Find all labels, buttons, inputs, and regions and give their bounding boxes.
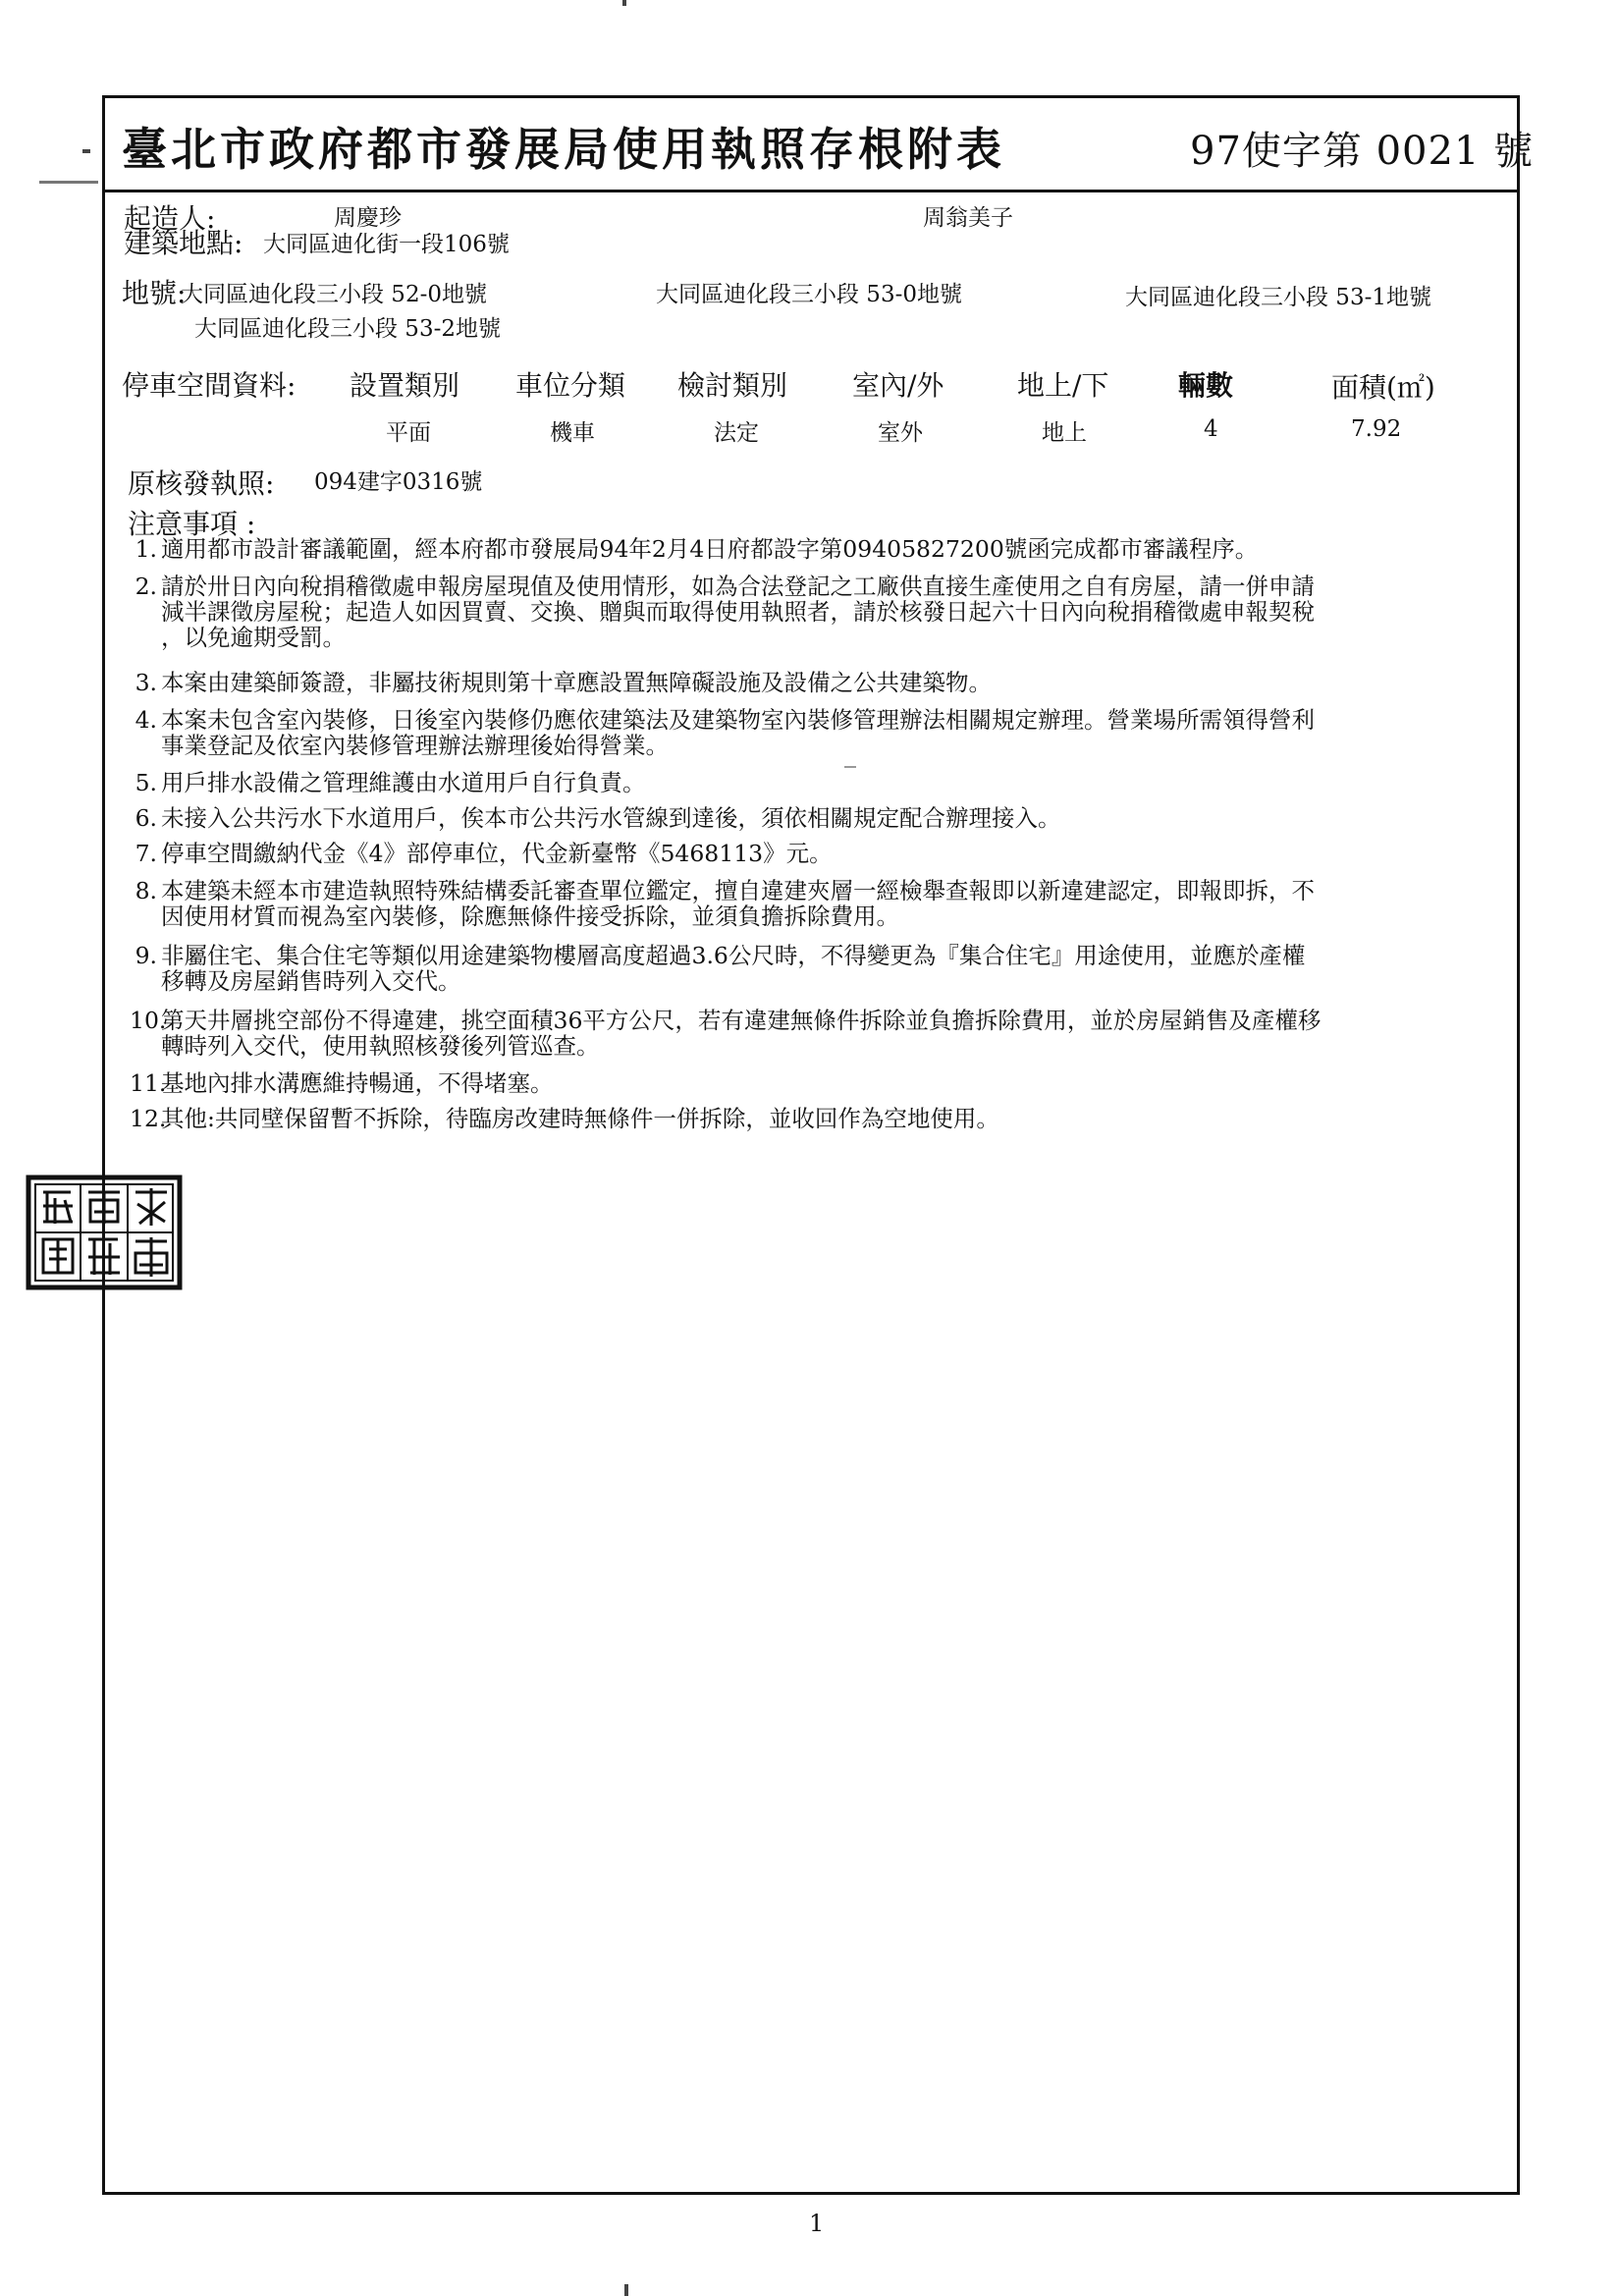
site-address: 大同區迪化街一段106號 — [263, 232, 510, 257]
builder-name-1: 周慶珍 — [334, 205, 402, 231]
parking-cell-class: 機車 — [550, 420, 595, 446]
notes-heading: 注意事項 : — [128, 508, 256, 540]
note-number: 7. — [135, 840, 157, 867]
note-line: 請於卅日內向稅捐稽徵處申報房屋現值及使用情形，如為合法登記之工廠供直接生產使用之自有房屋，請一併申請 — [161, 573, 1315, 600]
note-item — [130, 1008, 1321, 1033]
note-number: 1. — [135, 535, 157, 563]
parking-header-type: 設置類別 — [350, 369, 460, 402]
note-line: 本案由建築師簽證，非屬技術規則第十章應設置無障礙設施及設備之公共建築物。 — [161, 669, 992, 696]
note-number: 5. — [135, 769, 157, 796]
note-line: 其他:共同壁保留暫不拆除，待臨房改建時無條件一併拆除，並收回作為空地使用。 — [161, 1105, 999, 1132]
scan-speck — [82, 149, 90, 153]
parking-cell-type: 平面 — [386, 420, 431, 446]
parking-cell-review: 法定 — [714, 420, 759, 446]
note-line: 減半課徵房屋稅；起造人如因買賣、交換、贈與而取得使用執照者，請於核發日起六十日內向稅捐稽徵處申報契稅 — [161, 598, 1315, 626]
note-line: 本建築未經本市建造執照特殊結構委託審查單位鑑定，擅自違建夾層一經檢舉查報即以新違建認定，即報即拆，不 — [161, 877, 1315, 904]
note-item — [130, 943, 1305, 968]
parking-cell-area: 7.92 — [1351, 416, 1402, 442]
lot-item: 大同區迪化段三小段 53-1地號 — [1125, 285, 1431, 310]
parking-header-review: 檢討類別 — [677, 369, 788, 402]
note-item — [130, 670, 992, 695]
note-line: 基地內排水溝應維持暢通，不得堵塞。 — [161, 1069, 554, 1097]
lot-item: 大同區迪化段三小段 52-0地號 — [181, 282, 487, 307]
note-item — [130, 1070, 554, 1096]
note-line: 非屬住宅、集合住宅等類似用途建築物樓層高度超過3.6公尺時，不得變更為『集合住宅』用途使用，並應於產權 — [161, 942, 1306, 969]
note-number: 2. — [135, 573, 157, 600]
lots-label: 地號: — [122, 277, 187, 309]
parking-header-in-out: 室內/外 — [852, 369, 944, 402]
note-number: 9. — [135, 942, 157, 969]
note-number: 12. — [130, 1105, 167, 1132]
title-divider — [102, 190, 1520, 192]
scan-speck — [622, 0, 626, 6]
builder-name-2: 周翁美子 — [923, 205, 1013, 231]
original-permit-value: 094建字0316號 — [314, 469, 483, 495]
page-number: 1 — [809, 2210, 825, 2237]
site-label: 建築地點: — [124, 227, 243, 259]
note-number: 8. — [135, 877, 157, 904]
parking-cell-level: 地上 — [1042, 420, 1087, 446]
original-permit-label: 原核發執照: — [128, 467, 275, 500]
note-item — [130, 1106, 999, 1131]
note-line: 本案未包含室內裝修，日後室內裝修仍應依建築法及建築物室內裝修管理辦法相關規定辦理。營業場所需領得營利 — [161, 706, 1315, 734]
parking-header-class: 車位分類 — [515, 369, 626, 402]
scan-speck — [624, 2284, 628, 2296]
note-item — [130, 878, 1315, 903]
note-item — [130, 574, 1315, 599]
official-seal-stamp — [26, 1175, 183, 1290]
parking-header-count: 輛數 — [1178, 369, 1234, 402]
parking-cell-in-out: 室外 — [878, 420, 923, 446]
document-title: 臺北市政府都市發展局使用執照存根附表 — [122, 123, 1005, 176]
note-line: 移轉及房屋銷售時列入交代。 — [161, 967, 461, 995]
parking-header-level: 地上/下 — [1017, 369, 1109, 402]
note-number: 10. — [130, 1007, 167, 1034]
note-line: ，以免逾期受罰。 — [161, 624, 346, 651]
note-item — [130, 805, 1061, 831]
note-number: 3. — [135, 669, 157, 696]
note-number: 11. — [130, 1069, 167, 1097]
note-item — [130, 707, 1315, 733]
permit-number: 97使字第 0021 號 — [1190, 129, 1535, 174]
note-line: 第天井層挑空部份不得違建，挑空面積36平方公尺，若有違建無條件拆除並負擔拆除費用，並於房屋銷售及產權移 — [161, 1007, 1321, 1034]
note-line: 因使用材質而視為室內裝修，除應無條件接受拆除，並須負擔拆除費用。 — [161, 902, 899, 930]
note-item — [130, 841, 833, 866]
note-line: 用戶排水設備之管理維護由水道用戶自行負責。 — [161, 769, 646, 796]
scan-speck — [39, 181, 98, 184]
parking-cell-count: 4 — [1204, 416, 1218, 442]
note-line: 適用都市設計審議範圍，經本府都市發展局94年2月4日府都設字第09405827200號函完成都市審議程序。 — [161, 535, 1259, 563]
note-line: 停車空間繳納代金《4》部停車位，代金新臺幣《5468113》元。 — [161, 840, 833, 867]
parking-label: 停車空間資料: — [122, 369, 297, 402]
parking-header-area: 面積(㎡) — [1331, 371, 1435, 404]
builder-label: 起造人: — [124, 202, 216, 235]
lot-item: 大同區迪化段三小段 53-2地號 — [194, 316, 501, 342]
lot-item: 大同區迪化段三小段 53-0地號 — [656, 282, 962, 307]
note-item — [130, 536, 1258, 562]
note-line: 未接入公共污水下水道用戶，俟本市公共污水管線到達後，須依相關規定配合辦理接入。 — [161, 804, 1061, 832]
note-number: 4. — [135, 706, 157, 734]
document-frame — [102, 95, 1520, 2195]
note-line: 轉時列入交代，使用執照核發後列管巡查。 — [161, 1032, 600, 1060]
note-item — [130, 770, 646, 795]
note-line: 事業登記及依室內裝修管理辦法辦理後始得營業。 — [161, 732, 669, 759]
scan-speck — [844, 766, 856, 768]
note-number: 6. — [135, 804, 157, 832]
